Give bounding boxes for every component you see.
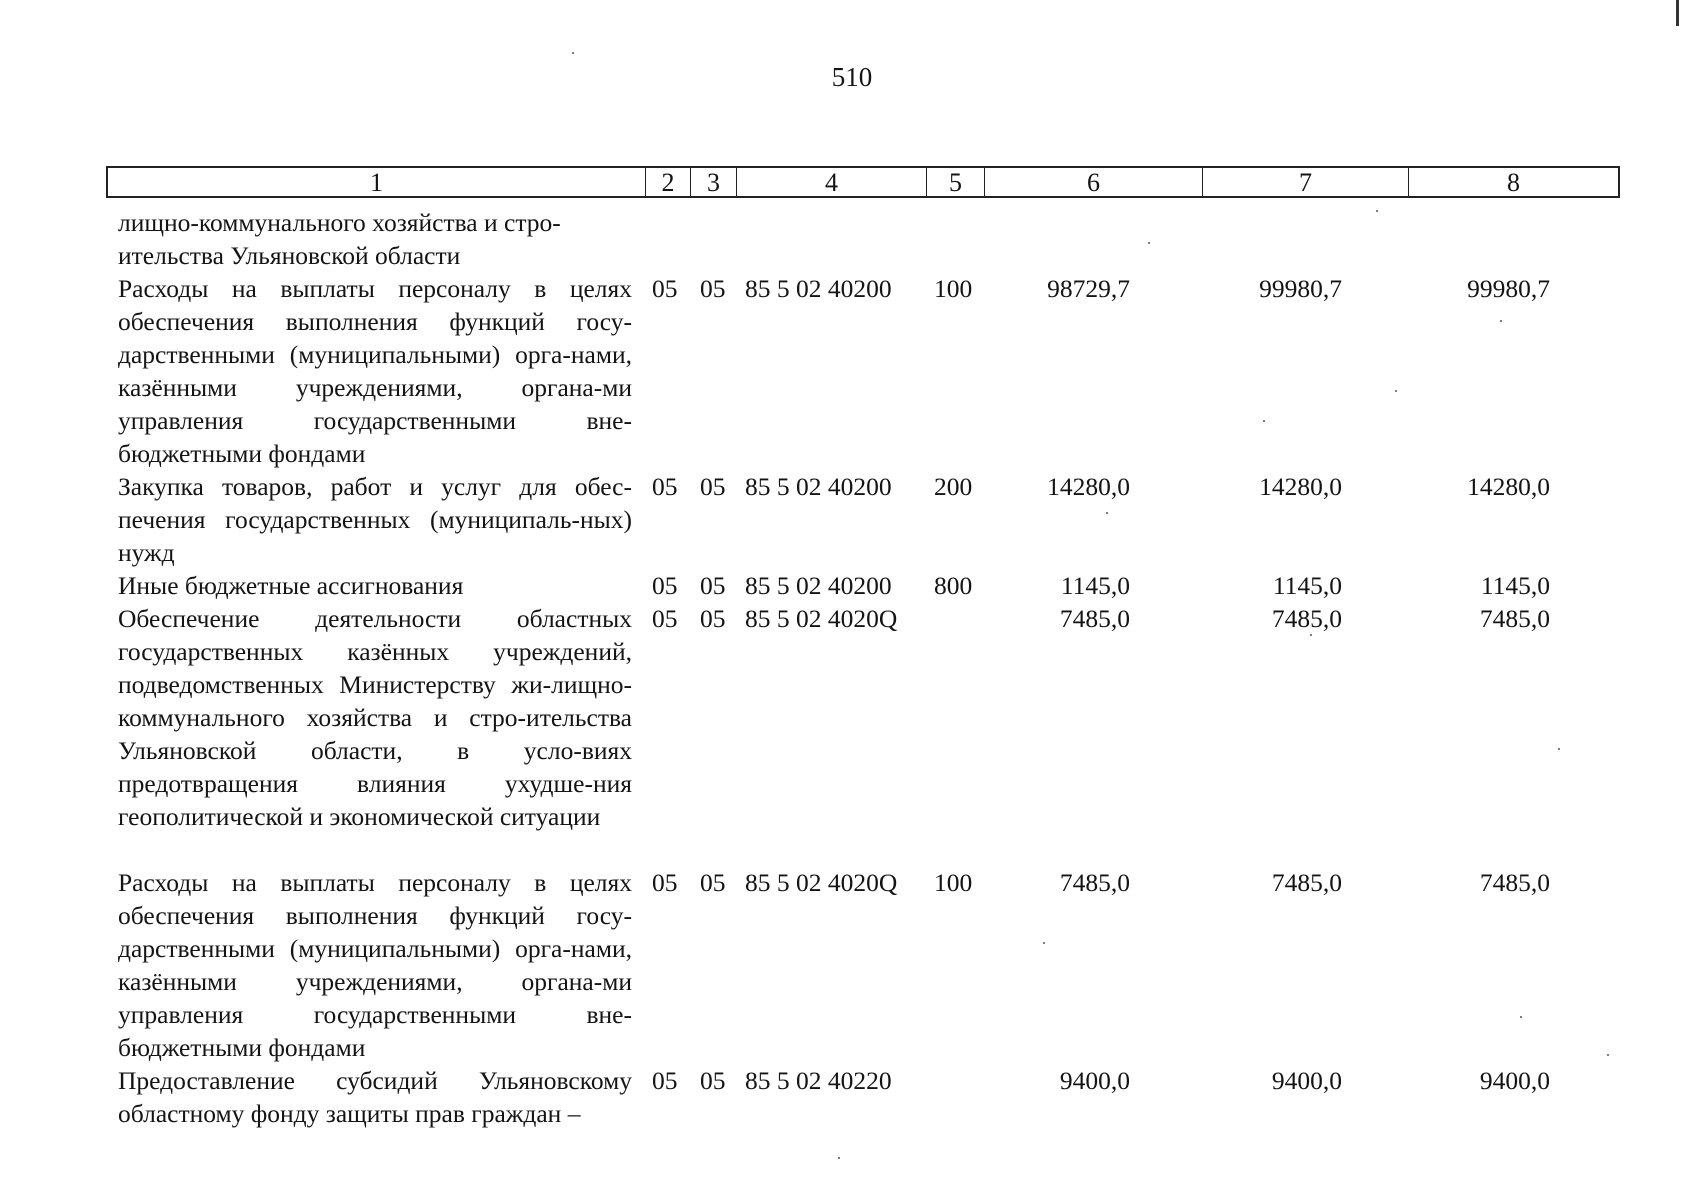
row-code-subsection: 05 — [700, 274, 726, 303]
row-value-col6: 9400,0 — [1059, 1066, 1130, 1095]
row-value-col7: 9400,0 — [1271, 1066, 1342, 1095]
header-col-8: 8 — [1408, 168, 1618, 196]
row-value-col7: 14280,0 — [1259, 472, 1342, 501]
row-value-col6: 7485,0 — [1059, 868, 1130, 897]
row-code-expense-type: 100 — [934, 868, 973, 897]
header-col-2: 2 — [645, 168, 690, 196]
row-code-subsection: 05 — [700, 604, 726, 633]
scan-speck — [1376, 210, 1378, 212]
scan-speck — [1558, 748, 1560, 750]
header-col-4: 4 — [736, 168, 926, 196]
row-code-subsection: 05 — [700, 472, 726, 501]
row-code-subsection: 05 — [700, 1066, 726, 1095]
row-code-section: 05 — [652, 604, 678, 633]
row-code-target: 85 5 02 4020Q — [745, 604, 898, 633]
scan-speck — [1607, 1054, 1609, 1056]
row-description: Иные бюджетные ассигнования — [118, 571, 464, 600]
row-code-target: 85 5 02 40200 — [745, 274, 892, 303]
row-description: лищно-коммунального хозяйства и стро- ительства Ульяновской области — [118, 208, 561, 270]
row-code-target: 85 5 02 40200 — [745, 571, 892, 600]
row-description: Расходы на выплаты персоналу в целях обеспечения выполнения функций госу-дарственными (муниципальными) орга-нами, казёнными учреждениями, органа-ми управления государственными вне-бюджетными фондами — [118, 274, 632, 468]
row-code-expense-type: 200 — [934, 472, 973, 501]
row-code-target: 85 5 02 40200 — [745, 472, 892, 501]
header-col-1: 1 — [370, 168, 383, 197]
row-value-col6: 1145,0 — [1060, 571, 1130, 600]
page-number: 510 — [831, 62, 873, 92]
header-col-5: 5 — [926, 168, 984, 196]
row-description: Расходы на выплаты персоналу в целях обеспечения выполнения функций госу-дарственными (муниципальными) орга-нами, казёнными учреждениями, органа-ми управления государственными вне-бюджетными фондами — [118, 868, 632, 1062]
row-description: Обеспечение деятельности областных государственных казённых учреждений, подведомственных Министерству жи-лищно-коммунального хозяйства и стро-ительства Ульяновской области, в усло-виях предотвращения влияния ухудше-ния геополитической и экономической ситуации — [118, 604, 632, 831]
scan-speck — [1310, 634, 1312, 636]
row-value-col7: 7485,0 — [1271, 604, 1342, 633]
scan-speck — [1500, 320, 1502, 322]
row-value-col8: 7485,0 — [1479, 604, 1550, 633]
row-code-expense-type: 100 — [934, 274, 973, 303]
row-value-col7: 1145,0 — [1272, 571, 1342, 600]
row-value-col6: 14280,0 — [1047, 472, 1130, 501]
header-col-3: 3 — [690, 168, 736, 196]
row-code-section: 05 — [652, 274, 678, 303]
row-value-col8: 99980,7 — [1467, 274, 1550, 303]
row-code-section: 05 — [652, 868, 678, 897]
scan-speck — [1520, 1016, 1522, 1018]
scan-speck — [1148, 242, 1150, 244]
row-description: Предоставление субсидий Ульяновскому областному фонду защиты прав граждан – — [118, 1066, 632, 1128]
row-code-target: 85 5 02 4020Q — [745, 868, 898, 897]
scan-speck — [1106, 512, 1108, 514]
row-code-subsection: 05 — [700, 571, 726, 600]
header-col-7: 7 — [1202, 168, 1408, 196]
row-value-col8: 9400,0 — [1479, 1066, 1550, 1095]
row-value-col8: 14280,0 — [1467, 472, 1550, 501]
row-code-section: 05 — [652, 1066, 678, 1095]
row-description: Закупка товаров, работ и услуг для обес-печения государственных (муниципаль-ных) нужд — [118, 472, 632, 567]
scan-speck — [572, 52, 574, 54]
row-code-section: 05 — [652, 472, 678, 501]
scan-speck — [1263, 420, 1265, 422]
row-value-col8: 1145,0 — [1480, 571, 1550, 600]
scan-speck — [838, 1157, 840, 1159]
row-value-col6: 98729,7 — [1047, 274, 1130, 303]
row-code-subsection: 05 — [700, 868, 726, 897]
row-value-col6: 7485,0 — [1059, 604, 1130, 633]
row-value-col7: 99980,7 — [1259, 274, 1342, 303]
row-code-section: 05 — [652, 571, 678, 600]
scan-speck — [1395, 390, 1397, 392]
row-value-col7: 7485,0 — [1271, 868, 1342, 897]
scan-edge-mark — [1676, 0, 1679, 26]
header-col-6: 6 — [984, 168, 1202, 196]
scan-speck — [1043, 942, 1045, 944]
table-header — [106, 166, 1620, 198]
row-value-col8: 7485,0 — [1479, 868, 1550, 897]
row-code-expense-type: 800 — [934, 571, 973, 600]
row-code-target: 85 5 02 40220 — [745, 1066, 892, 1095]
